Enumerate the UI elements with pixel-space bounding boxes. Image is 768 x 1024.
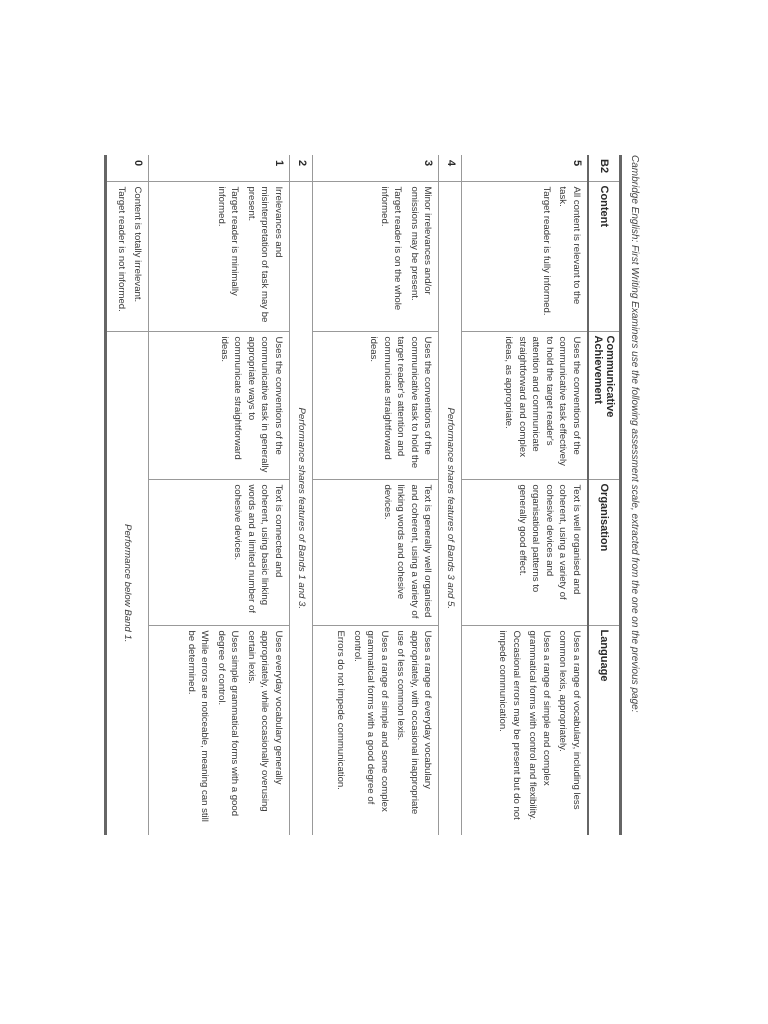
band-5-row [461,155,588,835]
language-text: While errors are noticeable, meaning can still be determined. [185,630,211,822]
band-number: 3 [312,155,439,181]
organisation-cell [461,479,588,625]
communicative-text: Uses the conventions of the communicative task in generally appropriate ways to communicate straightforward ideas. [218,336,284,473]
header-band: B2 [588,155,621,181]
band-number: 4 [439,155,462,181]
header-language: Language [588,625,621,835]
language-cell [461,625,588,835]
language-text: Errors do not impede communication. [335,630,347,790]
organisation-text: Text is well organised and coherent, using a variety of cohesive devices and organisational patterns to generally good effect. [517,484,582,600]
organisation-text: Text is generally well organised and coherent, using a variety of linking words and cohesive devices. [381,484,434,619]
content-text: Target reader is on the whole informed. [378,186,404,311]
band-number: 5 [461,155,588,181]
content-cell [461,181,588,331]
content-text: Target reader is minimally informed. [215,186,241,296]
communicative-cell [149,331,290,479]
language-text: Occasional errors may be present but do not impede communication. [497,630,522,820]
organisation-text: Text is connected and coherent, using basic linking words and a limited number of cohesive devices. [232,484,284,614]
content-text: Target reader is fully informed. [541,186,552,316]
band-2-row [289,155,312,835]
assessment-scale-document [104,155,644,835]
communicative-cell [312,331,439,479]
content-text: Target reader is not informed. [115,186,127,312]
band-3-row [312,155,439,835]
organisation-cell [149,479,290,625]
content-cell [149,181,290,331]
band-0-row [106,155,149,835]
header-organisation: Organisation [588,479,621,625]
communicative-text: Uses the conventions of the communicative task effectively to hold the target reader's attention and communicate straightforward and complex ideas, as appropriate. [503,336,582,466]
band-number: 2 [289,155,312,181]
content-text: Irrelevances and misinterpretation of task may be present. [245,186,284,323]
caption: Cambridge English: First Writing Examiners use the following assessment scale, extracted from the one on the previous page: [629,155,640,713]
content-text: Minor irrelevances and/or omissions may be present. [408,186,434,301]
band-4-row [439,155,462,835]
language-cell [149,625,290,835]
assessment-table [104,155,622,835]
language-text: Uses everyday vocabulary generally appropriately, while occasionally overusing certain lexis. [245,630,284,812]
header-communicative-achievement: Communicative Achievement [588,331,621,479]
language-text: Uses a range of simple and some complex grammatical forms with a good degree of control. [351,630,390,812]
band-number: 1 [149,155,290,181]
language-text: Uses simple grammatical forms with a good degree of control. [215,630,241,817]
language-text: Uses a range of simple and complex grammatical forms with control and flexibility. [527,630,552,821]
communicative-text: Uses the conventions of the communicative task to hold the target reader's attention and communicate straightforward ideas. [368,336,434,469]
merged-performance-note: Performance below Band 1. [106,331,149,835]
organisation-cell [312,479,439,625]
communicative-cell [461,331,588,479]
merged-performance-note: Performance shares features of Bands 3 and 5. [439,181,462,835]
content-cell [106,181,149,331]
language-cell [312,625,439,835]
header-content: Content [588,181,621,331]
content-cell [312,181,439,331]
language-text: Uses a range of everyday vocabulary appropriately, with occasional inappropriate use of less common lexis. [395,630,434,815]
content-text: Content is totally irrelevant. [132,186,144,303]
band-1-row [149,155,290,835]
header-row [588,155,621,835]
merged-performance-note: Performance shares features of Bands 1 and 3. [289,181,312,835]
content-text: All content is relevant to the task. [557,186,582,305]
band-number: 0 [106,155,149,181]
language-text: Uses a range of vocabulary, including less common lexis, appropriately. [557,630,582,810]
